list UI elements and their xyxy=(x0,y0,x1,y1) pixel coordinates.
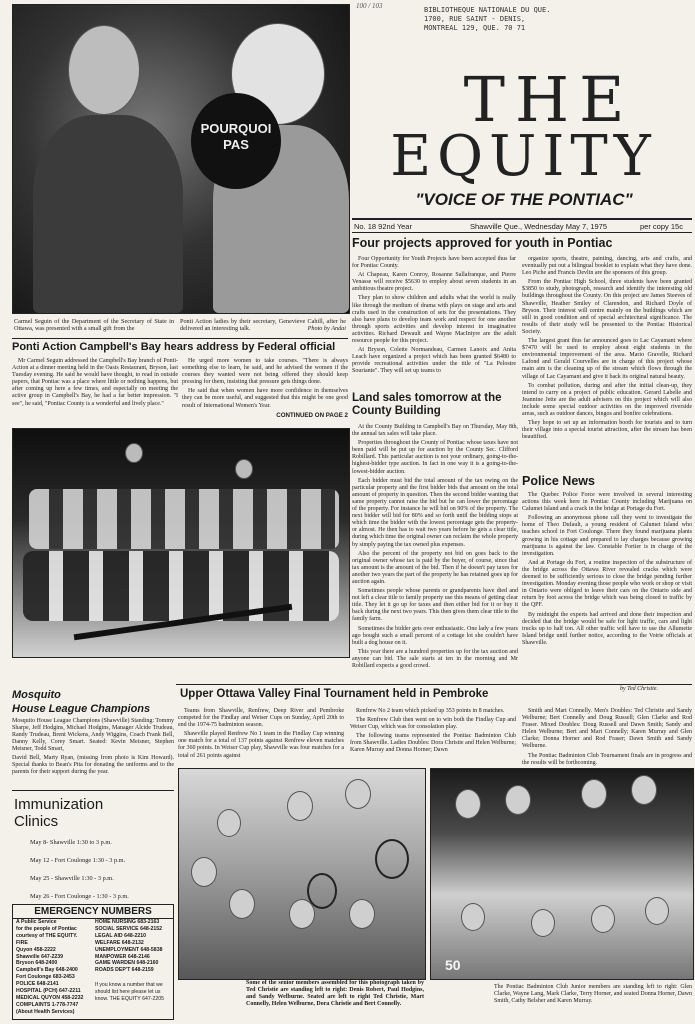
player-head xyxy=(229,889,255,919)
immunization-rule xyxy=(12,790,174,791)
player-head xyxy=(217,809,241,837)
masthead-equity: EQUITY xyxy=(390,124,657,189)
badminton-rule xyxy=(176,684,692,685)
photo-senior-badminton xyxy=(178,768,426,980)
masthead-rule-bottom xyxy=(352,232,692,233)
senior-caption: Some of the senior members assembled for this photograph taken by Ted Christie are standing left to right: Denis Robert, Paul Hodgins, and Sandy Welburne. Seated are left to right Ted Christie, Mart Connelly, Helen Welburne, Dora Christie and Bert Connelly. xyxy=(246,980,424,1007)
masthead-price: per copy 15c xyxy=(640,222,683,231)
emergency-right: HOME NURSING 683-2163 SOCIAL SERVICE 648-2152 LEGAL AID 648-2210 WELFARE 648-2132 UNEMPLOYMENT 648-5838 MANPOWER 648-2146 GAME WARDEN 648-2160 ROADS DEP'T 648-2159 If you know a number that we should list here please let us know. THE EQUITY 647-2205 xyxy=(95,919,165,1003)
man-body xyxy=(33,115,183,313)
police-body: The Quebec Police Force were involved in several interesting actions this week here in Pontiac County including Marijuana on Calumet Island and a crack in the bridge at Portage du Fort. Following an anonymous phone call they went to investigate the home of Theo Dufault, a young resident of Calumet Island who teaches school in Fort Coulonge. There they found marijuana plants growing in his cottage and prepared to lay charges because growing marijuana is against the law. Constable Fortier is in charge of the investigation. And at Portage du Fort, a routine inspection of the substructure of the bridge across the Ottawa River revealed cracks which were deemed to be sufficiently serious to close the bridge pending further investigation. Monday evening those people who work or shop or visit in Ontario were obliged to leave their cars on the Ontario side and return by foot across the bridge which was being closed to traffic by the QPF. By midnight the experts had arrived and done their inspection and decided that the bridge would be safe for light traffic, cars and light trucks up to half ton. All other traffic will have to use the Allumette Island bridge until further notice, according to the Voirie officials at Shawville. xyxy=(522,492,692,646)
badminton-col2: Renfrew No 2 team which picked up 353 points in 8 matches. The Renfrew Club then went on to win both the Findlay Cup and Weiser Cup, which was for consolation play. The following teams represented the Pontiac Badminton Club from Shawville. Ladies Doubles: Dora Christie and Helen Welburne; Karen Murray and Donna Horner; Dawn xyxy=(350,708,516,754)
emergency-title: EMERGENCY NUMBERS xyxy=(13,905,173,919)
manager-head xyxy=(235,459,253,479)
masthead-rule-top xyxy=(352,218,692,220)
land-headline: Land sales tomorrow at the County Building xyxy=(352,392,502,417)
clinic-item: May 26 - Fort Coulonge - 1:30 - 3 p.m. xyxy=(30,893,129,900)
player-head xyxy=(455,789,481,819)
badminton-col3: Smith and Mart Connelly. Men's Doubles: Ted Christie and Sandy Welburne; Bert Connelly and Doug Russell; Glen Clarke and Rod Fraser. Mixed Doubles: Doug Russell and Dawn Smith; Sandy and Helen Welburne; Bert and Mart Connelly; Karen Murray and Glen Clarke; Donna Horner and Rod Fraser; Dawn Smith and Sandy Welburne. The Pontiac Badminton Club Tournament finals are in progress and the results will be forthcoming. xyxy=(522,708,692,766)
player-head xyxy=(287,791,313,821)
police-byline: by Ted Christie. xyxy=(620,686,658,692)
players-row-front xyxy=(23,551,339,621)
immunization-title: Immunization Clinics xyxy=(14,796,104,830)
player-head xyxy=(461,903,485,931)
man-head xyxy=(68,25,140,115)
immunization-list xyxy=(30,834,129,906)
ponti-col1: Mr Carmel Seguin addressed the Campbell's Bay branch of Ponti-Action at a dinner meeting held in the Oasis Restaurant, Bryson, last Tuesday evening. He said he would have thought, to read in outside papers, that Pontiac was a place where little or nothing happens, but after coming up here a few times, and especially on meeting the active group in Campbell's Bay, he had a far better impression. "I see", he said, "Pontiac County is a wonderful and lively place." xyxy=(12,358,178,407)
player-head xyxy=(505,785,531,815)
player-head xyxy=(631,775,657,805)
junior-caption: The Pontiac Badminton Club Junior members are standing left to right: Glen Clarke, Wayne Lang, Mark Clarke, Terry Horner, and seated Donna Horner, Dawn Smith, Cathy Belsher and Karen Murray. xyxy=(494,984,692,1004)
masthead-dateline: Shawville Que., Wednesday May 7, 1975 xyxy=(470,222,608,231)
ponti-headline: Ponti Action Campbell's Bay hears address by Federal official xyxy=(12,341,336,353)
player-head xyxy=(645,897,669,925)
poster-sign: POURQUOI PAS xyxy=(191,93,281,189)
clinic-item: May 8- Shawville 1:30 to 3 p.m. xyxy=(30,839,112,846)
photo1-caption-left: Carmel Seguin of the Department of the Secretary of State in Ottawa, was presented with a small gift from the xyxy=(14,318,174,332)
ponti-continued: CONTINUED ON PAGE 2 xyxy=(276,411,348,419)
clinic-item: May 12 - Fort Coulonge 1:30 - 3 p.m. xyxy=(30,857,126,864)
masthead-issue: No. 18 92nd Year xyxy=(354,222,412,231)
mosquito-caption: Mosquito House League Champions (Shawville) Standing: Tommy Sharpe, Jeff Hodgins, Michael Hodgins, Manager Alcide Trudeau, Randy Trudeau, Brent Wickens, Andy Wiggins, Coach Frank Bell, Danny Kelly, Corey Smart. Seated: Kevin Meisner, Stephen Meisner, Todd Smart, David Bell, Marty Ryan, (missing from photo is Kim Howard). Special thanks to Bean's Pita for donating the uniforms and to the parents for their support during the year. xyxy=(12,718,174,775)
player-head xyxy=(531,909,555,937)
player-head xyxy=(581,779,607,809)
youth-col1: Four Opportunity for Youth Projects have been accepted thus far for Pontiac County. At Chapeau, Karen Conroy, Rosanne Sallafranque, and Pierre Venasse will receive $5630 to employ about seven students in an ambitious theatre project. They plan to show children and adults what the world is really like through the medium of drama with plays on stage and arts and crafts used in the construction of sets for the presentations. They also have plans to develop team work and respect for one another through sports activities and develop interest in imaginative activities. Richard Dewault and Wayne MacIntyre are the adult resource people for this project. At Bryson, Colette Normandeau, Carmen Lanoix and Anita Leach have organized a project which has been granted $6480 to provide recreational activities under the title of "La Pelostre Souriante". They will set up teams to xyxy=(352,256,516,375)
photo-junior-badminton xyxy=(430,768,694,980)
clinic-item: May 25 - Shawville 1:30 - 3 p.m. xyxy=(30,875,114,882)
handwritten-note: 100 / 103 xyxy=(356,2,383,10)
player-head xyxy=(345,779,371,809)
racket-icon xyxy=(375,839,409,879)
mosquito-headline: Mosquito House League Champions xyxy=(12,689,151,715)
land-body: At the County Building in Campbell's Bay on Thursday, May 8th, the annual tax sales will take place. Properties throughout the County of Pontiac whose taxes have not been paid will be put up for auction by the County Sec. Clifford Robillard. This particular auction is not your ordinary, going-to-the-highest-bidder type auction. In fact in one way it is a going-to-the-lowest-bidder auction. Each bidder must bid the total amount of the tax owing on the particular property and the first bidder bids that amount on the total amount of property in question. Then the second bidder wanting that same property cannot raise the bid but he can lower the percentage of the property. For instance he will bid on 90% of the property. The next bidder will bid for 80% and so forth until the bidding stops at which time the bidder with the lowest percentage gets the property- or almost. He then has to wait two years before he gets a clear title, during which time the original owner can reclaim the whole property by simply paying the tax owned plus expenses. Also the percent of the property not bid on goes back to the original owner whose tax is paid by the buyer, of course, since that tax amount is the amount of the bid. Then if he doesn't pay taxes for another two years the part of the property he has retained goes up for auction again. Sometimes people whose parents or grandparents have died and not left a clear title to family property use this means of getting clear title. They let it go up for taxes and then either bid for it or buy it back during the next two years. This then gives them clear title to the family farm. Sometimes the bidder gets over enthusiastic. One lady a few years ago bought such a small percent of a cottage lot she couldn't have built a dog house on it. This year there are a hundred properties up for the tax auction and anyone can bid. The sale starts at ten in the morning and Mr Robillard expects a good crowd. xyxy=(352,424,518,669)
youth-headline: Four projects approved for youth in Pontiac xyxy=(352,236,613,250)
police-headline: Police News xyxy=(522,474,595,488)
player-head xyxy=(191,857,217,887)
players-row-back xyxy=(29,489,339,549)
masthead-the: THE xyxy=(463,63,635,136)
badminton-col1: Teams from Shawville, Renfrew, Deep River and Pembroke competed for the Findlay and Weiser Cups on Sunday, April 20th to end the 1974-75 badminton season. Shawville played Renfrew No 1 team in the Findlay Cup winning one match for a total of 137 points against Renfrew eleven matches for 360 points. In Weiser Cup play, Shawville was four matches for a total of 261 points against xyxy=(178,708,344,759)
ponti-rule xyxy=(12,338,348,339)
player-head xyxy=(591,905,615,933)
youth-col2: organize sports, theatre, painting, dancing, arts and crafts, and eventually put out a bilingual booklet to explain what they have done. Leo Piche and Francis Devlin are the sponsors of this group. From the Pontiac High School, three students have been granted $3850 to study, photograph, research and identify the interesting old buildings throughout the County. On this project are James Steeves of Shawville, Heather Smiley of Clarendon, and Richard Doyle of Bryson. Their interest will centre mainly on the buildings which are still in good condition and of special architectural significance. The results of their study will be presented to the Pontiac Historical Society. The largest grant thus far announced goes to Lac Cayamant where $7470 will be used to employ about eight students in the environmental improvement of the area. Mario Gravelle, Richard Lafond and Gerald Courvelles are in charge of this project whose main aim is the cleaning up of the stream which flows through the village of Lac Cayamant and give it back its original natural beauty. To combat pollution, during and after the initial clean-up, they intend to carry on a project of public education. Gerard Labelle and Jeannine Jette are the adult advisers on this project which will also include some special outdoor activities on the improved riverside areas, such as outdoor dances, bingos and bonfire celebrations. They hope to set up an information booth for tourists and to turn their village into a special tourist attraction, after the stream has been beautified. xyxy=(522,256,692,441)
badminton-headline: Upper Ottawa Valley Final Tournament held in Pembroke xyxy=(180,688,489,700)
racket-icon xyxy=(307,873,337,909)
library-stamp: BIBLIOTHEQUE NATIONALE DU QUE. 1700, RUE SAINT - DENIS, MONTREAL 129, QUE. 70 71 xyxy=(424,6,551,32)
photo-gift-presentation xyxy=(12,4,350,314)
photo1-caption-right: Ponti Action ladies by their secretary, Genevieve Cahill, after he delivered an interesting talk. xyxy=(180,318,346,332)
coach-head xyxy=(125,443,143,463)
jersey-number: 50 xyxy=(445,957,461,973)
emergency-left: A Public Service for the people of Pontiac courtesy of THE EQUITY. FIRE Quyon 458-2222 Shawville 647-2239 Bryson 648-2400 Campbell's Bay 648-2400 Fort Coulonge 683-2453 POLICE 648-2141 HOSPITAL (PCH) 647-2211 MEDICAL QUYON 458-2232 COMPLAINTS 1-778-7747 (About Health Services) xyxy=(16,919,84,1015)
ponti-col2: He urged more women to take courses. "There is always something else to learn, he said, and he advised the women if the courses they wanted were not being offered they should keep pressing for them, insisting that pressure gets things done. He said that when women have more confidence in themselves they can be more useful, and suggested that this might be one good result of International Women's Year. CONTINUED ON PAGE 2 xyxy=(182,358,348,419)
photo1-credit: Photo by Andai xyxy=(307,325,346,332)
photo-hockey-team xyxy=(12,428,350,658)
player-head xyxy=(349,899,375,929)
masthead-tagline: "VOICE OF THE PONTIAC" xyxy=(415,190,633,209)
emergency-box xyxy=(12,904,174,1020)
